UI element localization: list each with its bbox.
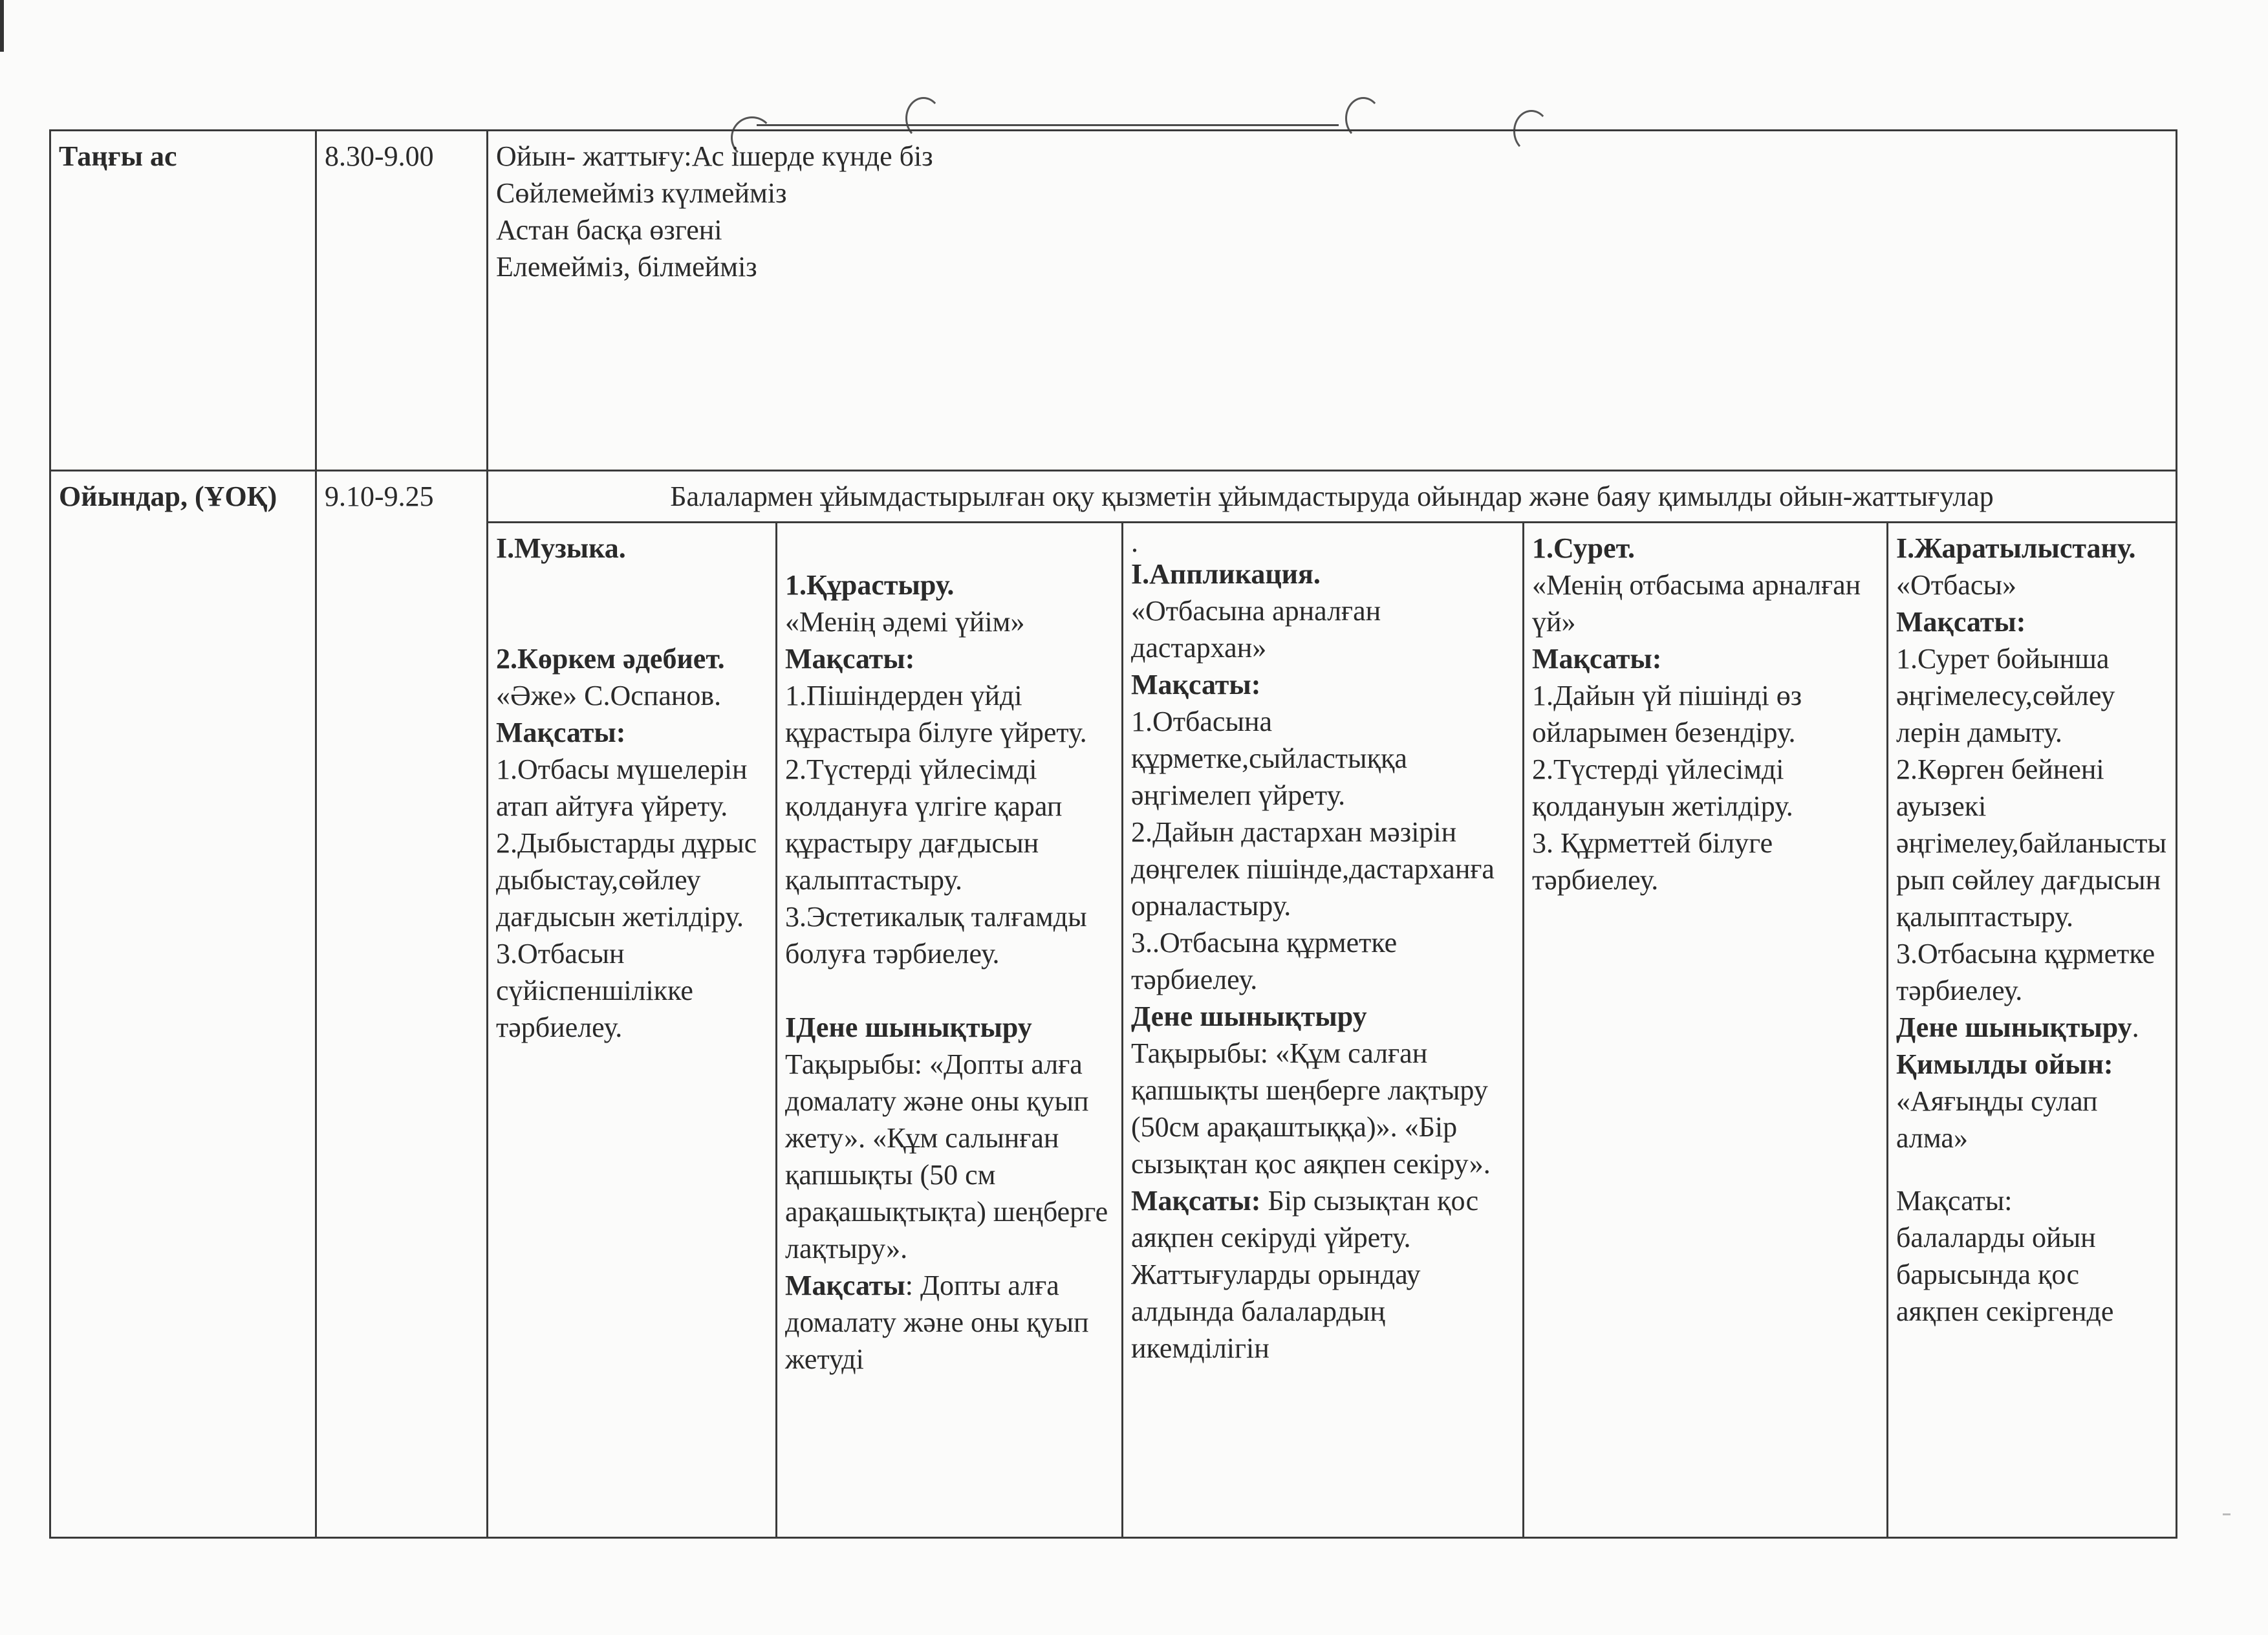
lesson-subtitle: «Әже» С.Оспанов. [496, 680, 722, 711]
goal-label: Мақсаты: [496, 717, 626, 748]
breakfast-line: Астан басқа өзгені [496, 214, 722, 246]
breakfast-label: Таңғы ас [50, 131, 316, 471]
goal-item: 2.Дайын дастархан мәзірін дөңгелек пішінде,дастарханға орналастыру. [1131, 816, 1495, 922]
goal-label: Мақсаты: [1896, 606, 2026, 638]
binding-rule [757, 124, 1339, 126]
pe-goal-text: Бір сызықтан қос аяқпен секіруді үйрету. Жаттығуларды орындау алдында балалардың икемділігін [1131, 1185, 1479, 1364]
goal-item: 1.Отбасына құрметке,сыйластыққа әңгімелеп үйрету. [1131, 706, 1407, 811]
pe-goal-label: Мақсаты: [1131, 1185, 1261, 1217]
goal-item: 2.Дыбыстарды дұрыс дыбыстау,сөйлеу дағдысын жетілдіру. [496, 827, 757, 933]
lesson-subtitle: «Менің әдемі үйім» [785, 606, 1025, 638]
games-time: 9.10-9.25 [316, 471, 488, 1538]
goal-label: Мақсаты: [1532, 643, 1662, 675]
goal-item: 1.Дайын үй пішінді өз ойларымен безендіру. [1532, 680, 1802, 748]
game-title: «Аяғыңды сулап алма» [1896, 1085, 2098, 1154]
pe-goal-text: балаларды ойын барысында қос аяқпен секіргенде [1896, 1222, 2114, 1327]
lesson-subtitle: «Менің отбасыма арналған үй» [1532, 569, 1861, 638]
goal-item: 1.Отбасы мүшелерін атап айтуға үйрету. [496, 753, 748, 822]
stray-mark: . [1131, 526, 1138, 558]
lesson-column-drawing [1524, 523, 1888, 1538]
breakfast-activity [488, 131, 2177, 471]
goal-label: Мақсаты: [785, 643, 915, 675]
lesson-column-applique [1123, 523, 1524, 1538]
goal-item: 3.Эстетикалық талғамды болуға тәрбиелеу. [785, 901, 1087, 969]
goal-item: 3. Құрметтей білуге тәрбиелеу. [1532, 827, 1773, 896]
pe-heading: ІДене шынықтыру [785, 1012, 1032, 1043]
breakfast-line: Сөйлемейміз күлмейміз [496, 177, 787, 209]
pe-heading-tail: . [2132, 1012, 2139, 1043]
goal-item: 3.Отбасын сүйіспеншілікке тәрбиелеу. [496, 938, 693, 1043]
pe-goal-label: Мақсаты [785, 1270, 905, 1301]
lesson-subtitle: «Отбасына арналған дастархан» [1131, 595, 1381, 664]
breakfast-line: Ойын- жаттығу:Ас ішерде күнде біз [496, 140, 933, 172]
goal-item: 2.Көрген бейнені ауызекі әңгімелеу,байланыстырып сөйлеу дағдысын қалыптастыру. [1896, 753, 2167, 933]
games-banner-row [50, 471, 2177, 523]
games-label: Ойындар, (ҰОҚ) [50, 471, 316, 1538]
pe-heading: Дене шынықтыру [1896, 1012, 2132, 1043]
goal-label: Мақсаты: [1131, 669, 1261, 700]
goal-item: 2.Түстерді үйлесімді қолдануға үлгіге қарап құрастыру дағдысын қалыптастыру. [785, 753, 1063, 896]
breakfast-line: Елемейміз, білмейміз [496, 251, 757, 283]
pe-topic: Тақырыбы: «Допты алға домалату және оны қуып жету». «Құм салынған қапшықты (50 см арақашықтықта) шеңберге лақтыру». [785, 1048, 1108, 1264]
lesson-heading: І.Аппликация. [1131, 558, 1321, 590]
goal-item: 1.Пішіндерден үйді құрастыра білуге үйрету. [785, 680, 1087, 748]
lesson-column-nature [1888, 523, 2177, 1538]
goal-item: 2.Түстерді үйлесімді қолдануын жетілдіру. [1532, 753, 1793, 822]
scan-margin-mark [2223, 1513, 2230, 1515]
games-banner: Балалармен ұйымдастырылған оқу қызметін ұйымдастыруда ойындар және баяу қимылды ойын-жаттығулар [488, 471, 2177, 523]
pe-goal-text: : Допты алға домалату және оны қуып жетуді [785, 1270, 1089, 1375]
lesson-column-construction [777, 523, 1123, 1538]
pe-topic: Тақырыбы: «Құм салған қапшықты шеңберге лақтыру (50см арақаштыққа)». «Бір сызықтан қос аяқпен секіру». [1131, 1037, 1491, 1180]
pe-goal-label: Мақсаты: [1896, 1185, 2013, 1217]
lesson-subtitle: «Отбасы» [1896, 569, 2017, 601]
lesson-heading: 1.Құрастыру. [785, 569, 955, 601]
lesson-column-music [488, 523, 777, 1538]
breakfast-time: 8.30-9.00 [316, 131, 488, 471]
pe-heading: Дене шынықтыру [1131, 1001, 1367, 1032]
game-label: Қимылды ойын: [1896, 1048, 2113, 1080]
lesson-heading: І.Жаратылыстану. [1896, 532, 2136, 564]
scan-edge-mark [0, 0, 4, 52]
lesson-heading: І.Музыка. [496, 532, 626, 564]
goal-item: 3.Отбасына құрметке тәрбиелеу. [1896, 938, 2155, 1006]
goal-item: 3..Отбасына құрметке тәрбиелеу. [1131, 927, 1398, 995]
lesson-heading: 1.Сурет. [1532, 532, 1635, 564]
goal-item: 1.Сурет бойынша әңгімелесу,сөйлеу лерін дамыту. [1896, 643, 2115, 748]
schedule-table [49, 129, 2177, 1539]
lesson-subheading: 2.Көркем әдебиет. [496, 643, 725, 675]
breakfast-row [50, 131, 2177, 471]
